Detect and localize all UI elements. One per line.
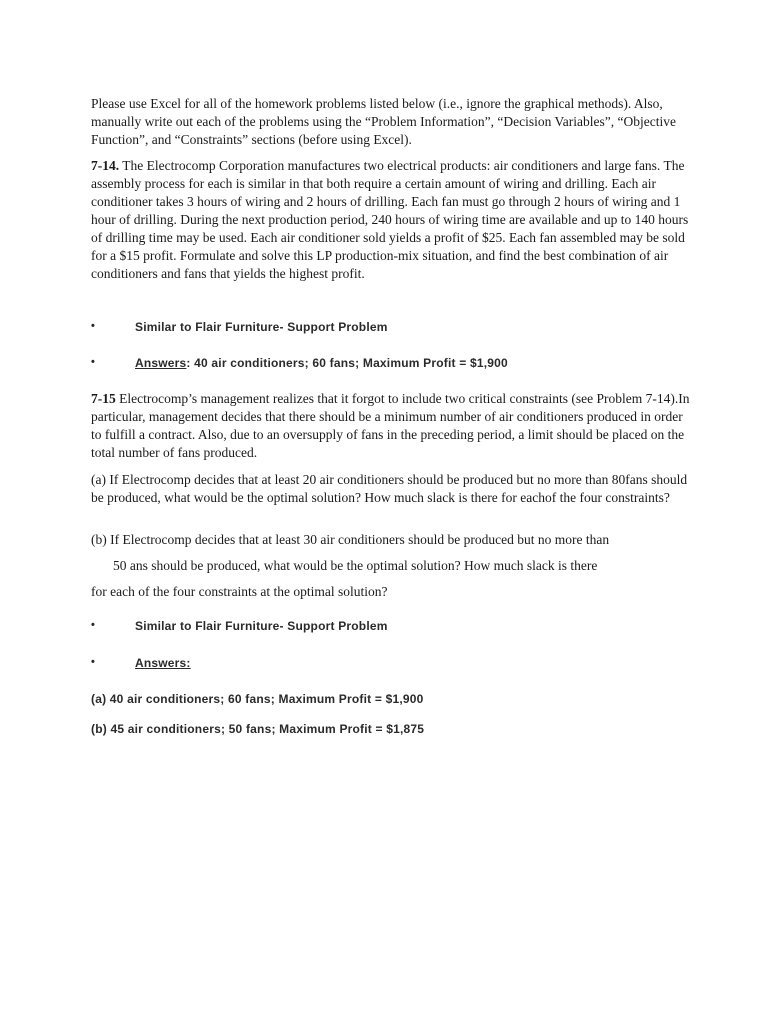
part-b-line-3: for each of the four constraints at the optimal solution? (91, 584, 388, 599)
answers-label: Answers: (135, 656, 191, 670)
problem-number: 7-15 (91, 391, 116, 406)
bullet-icon: • (91, 356, 96, 368)
support-text: Similar to Flair Furniture- Support Problem (135, 619, 388, 633)
answers-text: : 40 air conditioners; 60 fans; Maximum Profit = $1,900 (186, 356, 508, 370)
problem-text: The Electrocomp Corporation manufactures two electrical products: air conditioners and large fans. The assembly process for each is similar in that both require a certain amount of wiring and drilling. Each air conditioner takes 3 hours of wiring and 2 hours of drilling. Each fan must go through 2 hours of wiring and 1 hour of drilling. During the next production period, 240 hours of wiring time are available and up to 140 hours of drilling time may be used. Each air conditioner sold yields a profit of $25. Each fan assembled may be sold for a $15 profit. Formulate and solve this LP production-mix situation, and find the best combination of air conditioners and fans that yields the highest profit. (91, 158, 689, 281)
problem-number: 7-14. (91, 158, 120, 173)
problem-7-15 (91, 390, 691, 462)
bullet-icon: • (91, 320, 96, 332)
part-b-line-2: 50 ans should be produced, what would be the optimal solution? How much slack is there (113, 558, 598, 573)
answers-line (135, 356, 508, 370)
bullet-icon: • (91, 619, 96, 631)
bullet-icon: • (91, 656, 96, 668)
answer-a: (a) 40 air conditioners; 60 fans; Maximum Profit = $1,900 (91, 692, 424, 706)
answers-label: Answers (135, 356, 187, 370)
support-text: Similar to Flair Furniture- Support Problem (135, 320, 388, 334)
answer-b: (b) 45 air conditioners; 50 fans; Maximum Profit = $1,875 (91, 722, 425, 736)
intro-paragraph: Please use Excel for all of the homework problems listed below (i.e., ignore the graphical methods). Also, manually write out each of the problems using the “Problem Information”, “Decision Variables”, “Objective Function”, and “Constraints” sections (before using Excel). (91, 96, 676, 147)
part-b-line-1: (b) If Electrocomp decides that at least 30 air conditioners should be produced but no more than (91, 532, 610, 547)
problem-text: Electrocomp’s management realizes that it forgot to include two critical constraints (see Problem 7-14).In particular, management decides that there should be a minimum number of air conditioners produced in order to fulfill a contract. Also, due to an oversupply of fans in the preceding period, a limit should be placed on the total number of fans produced. (91, 391, 690, 460)
part-a-paragraph: (a) If Electrocomp decides that at least 20 air conditioners should be produced but no more than 80fans should be produced, what would be the optimal solution? How much slack is there for eachof the four constraints? (91, 472, 688, 505)
answers-line (135, 656, 191, 670)
problem-7-14 (91, 157, 691, 283)
